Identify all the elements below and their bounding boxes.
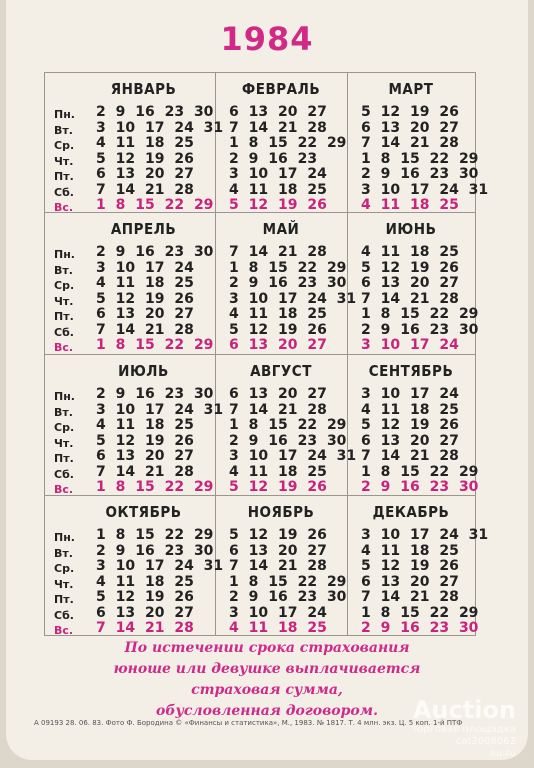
week-days-row: 1 8 15 22 29 (229, 135, 347, 151)
week-days-row: 6 13 20 27 (361, 275, 459, 291)
week-days-row: 4 11 18 25 (229, 306, 327, 322)
weekday-label: Чт. (54, 436, 74, 450)
weekday-label: Ср. (54, 279, 75, 292)
grid-line (44, 354, 476, 355)
week-days-row: 3 10 17 24 31 (96, 401, 224, 418)
week-days-row: 3 10 17 24 31 (96, 558, 224, 574)
weekday-label: Вт. (54, 263, 73, 277)
week-days-row: 1 8 15 22 29 (361, 150, 479, 167)
month-title: АВГУСТ (250, 362, 312, 380)
week-days-row: 3 10 17 24 31 (361, 181, 489, 198)
week-days-row: 2 9 16 23 (229, 150, 318, 167)
week-days-row: 4 11 18 25 (361, 401, 459, 418)
week-days-row: 7 14 21 28 (361, 135, 459, 151)
month-title: ЯНВАРЬ (110, 80, 177, 98)
week-days-row: 7 14 21 28 (361, 290, 459, 307)
weekday-label: Вс. (54, 341, 74, 354)
week-days-row: 2 9 16 23 30 (361, 479, 479, 495)
week-days-row: 7 14 21 28 (361, 589, 459, 605)
week-days-row: 5 12 19 26 (361, 259, 459, 276)
week-days-row: 6 13 20 27 (361, 119, 459, 136)
month-title: ОКТЯБРЬ (105, 503, 182, 521)
weekday-label: Сб. (54, 608, 74, 622)
week-days-row: 3 10 17 24 31 (361, 527, 489, 543)
week-days-row: 7 14 21 28 (229, 401, 327, 418)
week-days-row: 7 14 21 28 (229, 244, 327, 260)
week-days-row: 7 14 21 28 (96, 181, 194, 198)
week-days-row: 4 11 18 25 (229, 463, 327, 480)
weekday-label: Пт. (54, 593, 74, 606)
week-days-row: 4 11 18 25 (361, 244, 459, 260)
week-days-row: 1 8 15 22 29 (229, 417, 347, 433)
weekday-label: Чт. (54, 154, 74, 168)
calendar-year: 1984 (220, 20, 314, 58)
week-days-row: 2 9 16 23 30 (361, 321, 479, 338)
weekday-label: Пт. (54, 170, 74, 183)
week-days-row: 1 8 15 22 29 (361, 463, 479, 480)
week-days-row: 7 14 21 28 (96, 463, 194, 480)
week-days-row: 1 8 15 22 29 (96, 337, 214, 353)
week-days-row: 1 8 15 22 29 (361, 604, 479, 621)
week-days-row: 6 13 20 27 (229, 337, 327, 353)
weekday-label: Пт. (54, 310, 74, 323)
week-days-row: 5 12 19 26 (361, 417, 459, 433)
weekday-label: Вт. (54, 546, 73, 560)
week-days-row: 7 14 21 28 (96, 321, 194, 338)
week-days-row: 4 11 18 25 (96, 573, 194, 590)
month-title: МАРТ (388, 80, 434, 98)
week-days-row: 5 12 19 26 (229, 197, 327, 213)
weekday-label: Вт. (54, 405, 73, 419)
week-days-row: 6 13 20 27 (361, 432, 459, 449)
insurance-note-line: По истечении срока страхования (124, 640, 410, 656)
week-days-row: 6 13 20 27 (361, 573, 459, 590)
week-days-row: 5 12 19 26 (229, 479, 327, 495)
weekday-label: Сб. (54, 325, 74, 339)
grid-line (44, 72, 476, 73)
week-days-row: 5 12 19 26 (96, 432, 194, 449)
weekday-label: Ср. (54, 139, 75, 152)
week-days-row: 5 12 19 26 (229, 527, 327, 543)
month-title: МАЙ (262, 220, 300, 238)
watermark-line: cat2008062 (455, 736, 516, 747)
print-imprint: А 09193 28. 06. 83. Фото Ф. Бородина © «Финансы и статистика», М., 1983. № 1817. Т. 4 млн. экз. Ц. 5 коп. 1-й ПТФ (34, 719, 463, 727)
month-title: ИЮНЬ (385, 220, 437, 238)
week-days-row: 6 13 20 27 (96, 448, 194, 464)
week-days-row: 2 9 16 23 30 (361, 166, 479, 182)
week-days-row: 7 14 21 28 (361, 448, 459, 464)
week-days-row: 7 14 21 28 (96, 620, 194, 636)
week-days-row: 5 12 19 26 (96, 290, 194, 307)
week-days-row: 4 11 18 25 (361, 197, 459, 213)
week-days-row: 2 9 16 23 30 (96, 386, 214, 402)
month-title: АПРЕЛЬ (110, 220, 177, 238)
weekday-label: Вс. (54, 624, 74, 637)
week-days-row: 6 13 20 27 (96, 306, 194, 322)
week-days-row: 2 9 16 23 30 (361, 620, 479, 636)
week-days-row: 3 10 17 24 (229, 604, 327, 621)
watermark-line: торговая площадка (411, 724, 516, 735)
week-days-row: 1 8 15 22 29 (96, 527, 214, 543)
week-days-row: 3 10 17 24 (229, 166, 327, 182)
week-days-row: 4 11 18 25 (96, 417, 194, 433)
weekday-label: Сб. (54, 185, 74, 199)
week-days-row: 2 9 16 23 30 (229, 275, 347, 291)
week-days-row: 1 8 15 22 29 (229, 259, 347, 276)
week-days-row: 1 8 15 22 29 (361, 306, 479, 322)
months-grid (44, 72, 489, 637)
week-days-row: 7 14 21 28 (229, 558, 327, 574)
weekday-label: Вс. (54, 483, 74, 496)
weekday-label: Ср. (54, 562, 75, 575)
week-days-row: 1 8 15 22 29 (96, 197, 214, 213)
week-days-row: 5 12 19 26 (361, 558, 459, 574)
weekday-label: Пт. (54, 452, 74, 465)
grid-line (44, 72, 45, 636)
week-days-row: 3 10 17 24 31 (229, 290, 357, 307)
weekday-label: Сб. (54, 467, 74, 481)
week-days-row: 5 12 19 26 (229, 321, 327, 338)
week-days-row: 3 10 17 24 31 (229, 448, 357, 464)
week-days-row: 2 9 16 23 30 (96, 104, 214, 120)
week-days-row: 4 11 18 25 (96, 135, 194, 151)
week-days-row: 3 10 17 24 (361, 337, 459, 353)
week-days-row: 4 11 18 25 (361, 542, 459, 559)
week-days-row: 2 9 16 23 30 (96, 244, 214, 260)
insurance-note-line: страховая сумма, (191, 682, 343, 698)
week-days-row: 5 12 19 26 (361, 104, 459, 120)
weekday-label: Пн. (54, 108, 75, 121)
month-title: СЕНТЯБРЬ (368, 362, 454, 380)
week-days-row: 1 8 15 22 29 (229, 573, 347, 590)
week-days-row: 4 11 18 25 (229, 181, 327, 198)
week-days-row: 2 9 16 23 30 (229, 589, 347, 605)
auction-watermark (411, 696, 516, 760)
month-title: ФЕВРАЛЬ (241, 80, 321, 98)
week-days-row: 1 8 15 22 29 (96, 479, 214, 495)
week-days-row: 4 11 18 25 (229, 620, 327, 636)
week-days-row: 5 12 19 26 (96, 589, 194, 605)
watermark-line: au.ru (489, 748, 516, 759)
weekday-label: Ср. (54, 421, 75, 434)
week-days-row: 4 11 18 25 (96, 275, 194, 291)
weekday-label: Пн. (54, 390, 75, 403)
weekday-label: Пн. (54, 531, 75, 544)
weekday-label: Вт. (54, 123, 73, 137)
week-days-row: 3 10 17 24 31 (96, 119, 224, 136)
week-days-row: 5 12 19 26 (96, 150, 194, 167)
weekday-label: Чт. (54, 294, 74, 308)
grid-line (44, 495, 476, 496)
weekday-label: Вс. (54, 201, 74, 214)
grid-line (347, 72, 348, 636)
month-title: НОЯБРЬ (247, 503, 315, 521)
weekday-label: Чт. (54, 577, 74, 591)
week-days-row: 6 13 20 27 (229, 542, 327, 559)
week-days-row: 6 13 20 27 (96, 166, 194, 182)
week-days-row: 2 9 16 23 30 (96, 542, 214, 559)
week-days-row: 2 9 16 23 30 (229, 432, 347, 449)
week-days-row: 6 13 20 27 (229, 104, 327, 120)
insurance-note-line: обусловленная договором. (156, 703, 378, 719)
week-days-row: 7 14 21 28 (229, 119, 327, 136)
week-days-row: 6 13 20 27 (229, 386, 327, 402)
month-title: ДЕКАБРЬ (372, 503, 450, 521)
watermark-name: Auction (412, 696, 516, 724)
week-days-row: 3 10 17 24 (96, 259, 194, 276)
month-title: ИЮЛЬ (118, 362, 169, 380)
weekday-label: Пн. (54, 248, 75, 261)
insurance-note-line: юноше или девушке выплачивается (113, 661, 421, 677)
grid-line (215, 72, 216, 636)
week-days-row: 6 13 20 27 (96, 604, 194, 621)
week-days-row: 3 10 17 24 (361, 386, 459, 402)
